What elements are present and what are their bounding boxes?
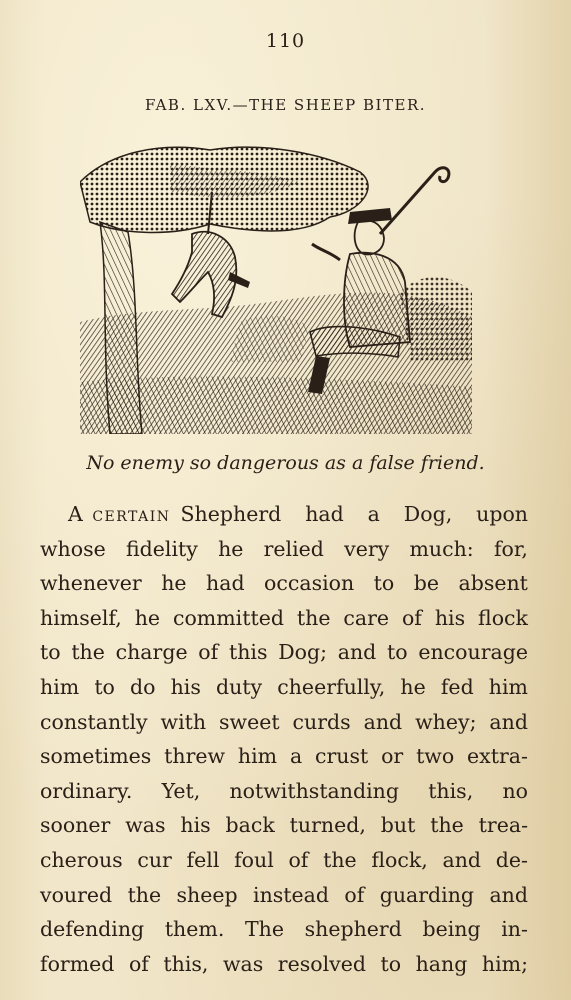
- text-line: [40, 497, 528, 532]
- word: care: [343, 605, 390, 630]
- word: them.: [164, 917, 225, 942]
- word: he: [218, 536, 244, 561]
- word: and: [337, 640, 377, 665]
- word: of: [344, 882, 365, 907]
- word: Dog,: [403, 502, 453, 526]
- word: had: [305, 502, 344, 526]
- word: notwithstanding: [229, 778, 399, 803]
- word: had: [206, 571, 245, 596]
- word: this,: [163, 951, 209, 976]
- word: formed: [40, 951, 115, 976]
- word: fell: [186, 847, 220, 872]
- word: he: [161, 571, 187, 596]
- word: to: [373, 571, 395, 596]
- word: to: [40, 640, 61, 665]
- fable-title: FAB. LXV.—THE SHEEP BITER.: [145, 96, 426, 114]
- word: with: [160, 709, 207, 734]
- word: very: [344, 536, 390, 561]
- text-line: [40, 532, 528, 567]
- word: was: [222, 951, 264, 976]
- word: constantly: [40, 709, 148, 734]
- word: foul: [234, 847, 274, 872]
- text-line: [40, 705, 528, 740]
- word: him: [40, 674, 80, 699]
- word: in-: [501, 917, 528, 942]
- word: Dog;: [278, 640, 328, 665]
- word: and: [489, 882, 528, 907]
- word: hang: [415, 951, 468, 976]
- word: the: [296, 605, 331, 630]
- text-line: [40, 912, 528, 947]
- word: committed: [172, 605, 284, 630]
- word: no: [502, 778, 528, 803]
- text-line: [40, 774, 528, 809]
- word: resolved: [277, 951, 366, 976]
- word: but: [380, 813, 416, 838]
- opening-word: A certain: [68, 502, 171, 526]
- text-line: [40, 601, 528, 636]
- word: charge: [115, 640, 188, 665]
- word: crust: [315, 744, 369, 769]
- word: back: [225, 813, 275, 838]
- word: and: [489, 709, 528, 734]
- text-line: [40, 947, 528, 982]
- word: curds: [292, 709, 351, 734]
- word: de-: [495, 847, 528, 872]
- word: flock,: [371, 847, 428, 872]
- word: he: [134, 605, 161, 630]
- text-line-rest: [181, 497, 528, 532]
- word: the: [127, 882, 162, 907]
- word: flock: [478, 605, 528, 630]
- word: this,: [428, 778, 474, 803]
- text-line: [40, 878, 528, 913]
- text-line: [40, 670, 528, 705]
- word: fed: [440, 674, 474, 699]
- word: sheep: [176, 882, 238, 907]
- word: two: [416, 744, 455, 769]
- word: extra-: [467, 744, 528, 769]
- word: fidelity: [125, 536, 198, 561]
- word: the: [71, 640, 105, 665]
- word: instead: [253, 882, 330, 907]
- word: a: [367, 502, 380, 526]
- text-line: [40, 843, 528, 878]
- word: and: [363, 709, 403, 734]
- fable-body: [40, 497, 528, 981]
- word: occasion: [264, 571, 355, 596]
- word: whey;: [415, 709, 477, 734]
- word: to: [387, 640, 408, 665]
- word: cherous: [40, 847, 123, 872]
- word: this: [228, 640, 268, 665]
- word: sooner: [40, 813, 111, 838]
- page-number: 110: [265, 30, 306, 52]
- word: do: [130, 674, 156, 699]
- word: sometimes: [40, 744, 152, 769]
- word: cheerfully,: [277, 674, 386, 699]
- fable-moral: No enemy so dangerous as a false friend.: [86, 452, 485, 474]
- word: and: [442, 847, 482, 872]
- word: his: [180, 813, 211, 838]
- word: defending: [40, 917, 145, 942]
- word: duty: [215, 674, 263, 699]
- word: a: [289, 744, 303, 769]
- word: sweet: [219, 709, 280, 734]
- word: upon: [476, 502, 528, 526]
- word: Yet,: [161, 778, 201, 803]
- word: to: [380, 951, 402, 976]
- word: him;: [481, 951, 528, 976]
- word: of: [288, 847, 309, 872]
- word: be: [413, 571, 439, 596]
- word: he: [400, 674, 426, 699]
- word: to: [94, 674, 115, 699]
- text-line: [40, 566, 528, 601]
- word: of: [128, 951, 149, 976]
- word: encourage: [418, 640, 528, 665]
- word: Shepherd: [180, 502, 282, 526]
- word: voured: [40, 882, 113, 907]
- word: cur: [137, 847, 172, 872]
- word: trea-: [478, 813, 528, 838]
- word: of: [198, 640, 219, 665]
- word: threw: [164, 744, 226, 769]
- word: the: [323, 847, 357, 872]
- word: him: [488, 674, 528, 699]
- word: relied: [263, 536, 324, 561]
- word: absent: [458, 571, 528, 596]
- word: of: [401, 605, 422, 630]
- word: whose: [40, 536, 106, 561]
- word: guarding: [379, 882, 475, 907]
- word: shepherd: [304, 917, 402, 942]
- word: his: [170, 674, 201, 699]
- word: the: [430, 813, 464, 838]
- word: The: [244, 917, 284, 942]
- word: himself,: [40, 605, 122, 630]
- word: turned,: [289, 813, 366, 838]
- word: his: [434, 605, 466, 630]
- word: being: [422, 917, 481, 942]
- woodcut-illustration: [80, 142, 472, 434]
- word: or: [381, 744, 404, 769]
- word: him: [237, 744, 278, 769]
- text-line: [40, 808, 528, 843]
- word: for,: [493, 536, 528, 561]
- word: much:: [409, 536, 474, 561]
- word: whenever: [40, 571, 142, 596]
- text-line: [40, 635, 528, 670]
- word: was: [125, 813, 166, 838]
- text-line: [40, 739, 528, 774]
- word: ordinary.: [40, 778, 133, 803]
